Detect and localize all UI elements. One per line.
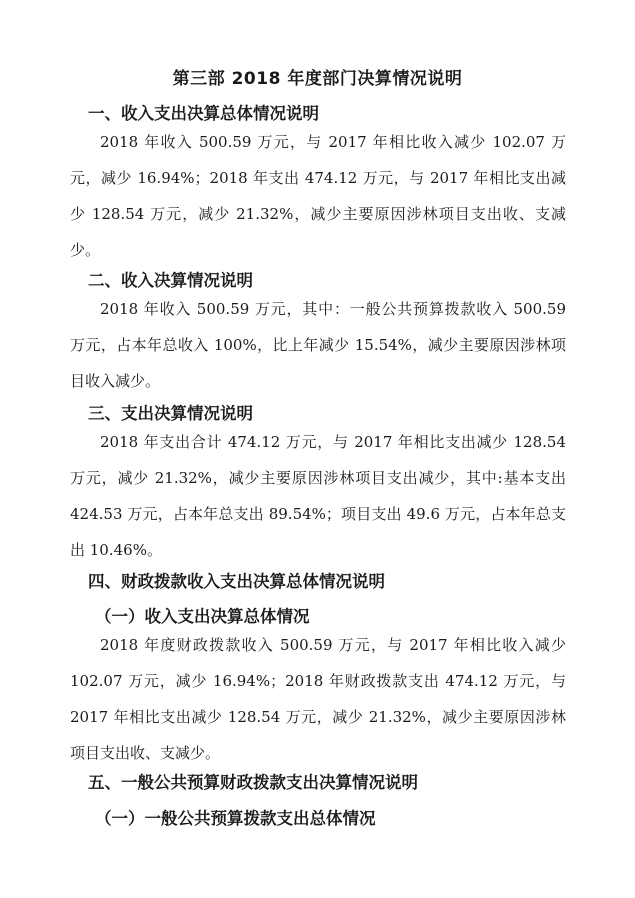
section-heading-4: 四、财政拨款收入支出决算总体情况说明 [88,572,385,591]
section-heading-2: 二、收入决算情况说明 [88,271,253,290]
section-heading-3: 三、支出决算情况说明 [88,404,253,423]
section-subheading-5-1: （一）一般公共预算拨款支出总体情况 [95,809,376,828]
section-heading-1: 一、收入支出决算总体情况说明 [88,104,319,123]
page-title: 第三部 2018 年度部门决算情况说明 [172,69,463,89]
section-paragraph-2: 2018 年收入 500.59 万元，其中：一般公共预算拨款收入 500.59 万元，占本年总收入 100%，比上年减少 15.54%，减少主要原因涉林项目收入减少。 [70,300,566,390]
section-heading-5: 五、一般公共预算财政拨款支出决算情况说明 [88,773,418,792]
section-paragraph-3: 2018 年支出合计 474.12 万元，与 2017 年相比支出减少 128.54 万元，减少 21.32%，减少主要原因涉林项目支出减少，其中:基本支出 424.53 万元，占本年总支出 89.54%；项目支出 49.6 万元，占本年总支出 10.46%。 [70,433,566,559]
section-paragraph-1: 2018 年收入 500.59 万元，与 2017 年相比收入减少 102.07 万元，减少 16.94%；2018 年支出 474.12 万元，与 2017 年相比支出减少 128.54 万元，减少 21.32%，减少主要原因涉林项目支出收、支减少。 [70,133,566,259]
section-subheading-4-1: （一）收入支出决算总体情况 [95,607,310,626]
section-paragraph-4: 2018 年度财政拨款收入 500.59 万元，与 2017 年相比收入减少 102.07 万元，减少 16.94%；2018 年财政拨款支出 474.12 万元，与 2017 年相比支出减少 128.54 万元，减少 21.32%，减少主要原因涉林项目支出收、支减少。 [70,636,566,762]
